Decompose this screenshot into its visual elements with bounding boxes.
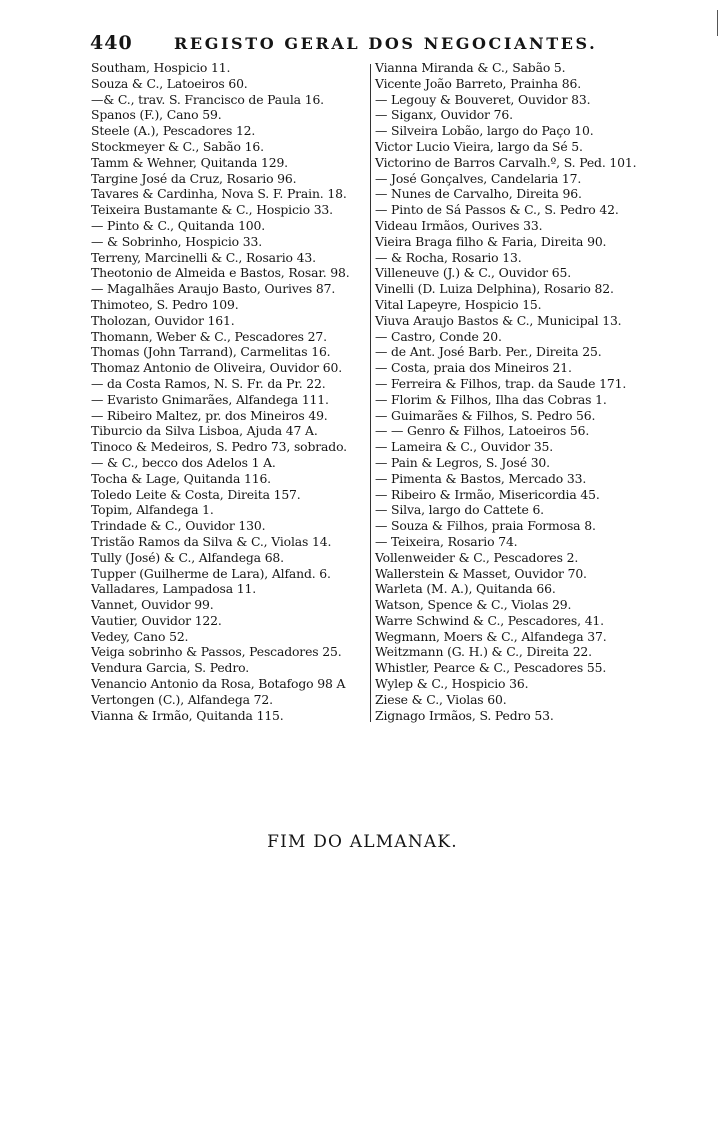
- column-divider: [370, 64, 371, 722]
- directory-entry: Tristão Ramos da Silva & C., Violas 14.: [91, 533, 332, 549]
- directory-entry: Thomas (John Tarrand), Carmelitas 16.: [91, 344, 331, 360]
- directory-entry: — Magalhães Araujo Basto, Ourives 87.: [91, 281, 336, 297]
- directory-entry: Tocha & Lage, Quitanda 116.: [91, 470, 271, 486]
- directory-entry: Wylep & C., Hospicio 36.: [375, 676, 529, 692]
- directory-entry: Topim, Alfandega 1.: [91, 502, 214, 518]
- directory-entry: Thomann, Weber & C., Pescadores 27.: [91, 328, 327, 344]
- directory-entry: Toledo Leite & Costa, Direita 157.: [91, 486, 301, 502]
- directory-entry: Vinelli (D. Luiza Delphina), Rosario 82.: [375, 281, 614, 297]
- directory-entry: — Pimenta & Bastos, Mercado 33.: [375, 470, 587, 486]
- directory-entry: — José Gonçalves, Candelaria 17.: [375, 170, 582, 186]
- page-edge-mark: [717, 10, 718, 36]
- directory-entry: Tully (José) & C., Alfandega 68.: [91, 549, 284, 565]
- directory-entry: Teixeira Bustamante & C., Hospicio 33.: [91, 202, 333, 218]
- directory-entry: Vertongen (C.), Alfandega 72.: [91, 691, 273, 707]
- directory-entry: Vannet, Ouvidor 99.: [91, 597, 214, 613]
- directory-entry: — Pinto de Sá Passos & C., S. Pedro 42.: [375, 202, 619, 218]
- directory-entry: Vital Lapeyre, Hospicio 15.: [375, 296, 542, 312]
- directory-entry: — Evaristo Gnimarães, Alfandega 111.: [91, 391, 329, 407]
- directory-entry: — Pinto & C., Quitanda 100.: [91, 217, 266, 233]
- page-number: 440: [90, 32, 133, 54]
- right-column: [372, 60, 662, 724]
- directory-entry: Souza & C., Latoeiros 60.: [91, 75, 248, 91]
- directory-entry: — & C., becco dos Adelos 1 A.: [91, 454, 276, 470]
- directory-entry: — Pain & Legros, S. José 30.: [375, 454, 550, 470]
- directory-entry: — Ribeiro Maltez, pr. dos Mineiros 49.: [91, 407, 328, 423]
- directory-entry: Vendura Garcia, S. Pedro.: [91, 660, 249, 676]
- directory-entry: — Costa, praia dos Mineiros 21.: [375, 360, 572, 376]
- directory-entry: Venancio Antonio da Rosa, Botafogo 98 A: [91, 676, 346, 692]
- directory-entry: Veiga sobrinho & Passos, Pescadores 25.: [91, 644, 342, 660]
- directory-entry: Wegmann, Moers & C., Alfandega 37.: [375, 628, 607, 644]
- directory-entry: Thimoteo, S. Pedro 109.: [91, 296, 239, 312]
- directory-entry: Vianna Miranda & C., Sabão 5.: [375, 60, 566, 75]
- directory-entry: — Siganx, Ouvidor 76.: [375, 107, 513, 123]
- directory-entry: Vedey, Cano 52.: [91, 628, 189, 644]
- left-column: [91, 60, 370, 724]
- directory-entry: — Legouy & Bouveret, Ouvidor 83.: [375, 91, 591, 107]
- directory-entry: Warleta (M. A.), Quitanda 66.: [375, 581, 556, 597]
- directory-entry: —& C., trav. S. Francisco de Paula 16.: [91, 91, 324, 107]
- directory-entry: Targine José da Cruz, Rosario 96.: [91, 170, 297, 186]
- directory-entry: Southam, Hospicio 11.: [91, 60, 231, 75]
- directory-entry: Steele (A.), Pescadores 12.: [91, 123, 256, 139]
- directory-entry: Watson, Spence & C., Violas 29.: [375, 597, 572, 613]
- directory-entry: — — Genro & Filhos, Latoeiros 56.: [375, 423, 590, 439]
- directory-entry: Vollenweider & C., Pescadores 2.: [375, 549, 579, 565]
- directory-entry: — & Rocha, Rosario 13.: [375, 249, 522, 265]
- directory-entry: Zignago Irmãos, S. Pedro 53.: [375, 707, 554, 723]
- directory-entry: — Ribeiro & Irmão, Misericordia 45.: [375, 486, 600, 502]
- directory-entry: Vianna & Irmão, Quitanda 115.: [91, 707, 284, 723]
- directory-entry: — Castro, Conde 20.: [375, 328, 502, 344]
- directory-entry: — da Costa Ramos, N. S. Fr. da Pr. 22.: [91, 375, 326, 391]
- directory-entry: Tiburcio da Silva Lisboa, Ajuda 47 A.: [91, 423, 318, 439]
- directory-entry: Thomaz Antonio de Oliveira, Ouvidor 60.: [91, 360, 342, 376]
- directory-entry: — Lameira & C., Ouvidor 35.: [375, 439, 554, 455]
- directory-entry: Vautier, Ouvidor 122.: [91, 612, 222, 628]
- directory-entry: Tamm & Wehner, Quitanda 129.: [91, 154, 288, 170]
- directory-entry: Videau Irmãos, Ourives 33.: [375, 217, 543, 233]
- directory-entry: Terreny, Marcinelli & C., Rosario 43.: [91, 249, 316, 265]
- directory-entry: Weitzmann (G. H.) & C., Direita 22.: [375, 644, 592, 660]
- directory-entry: Theotonio de Almeida e Bastos, Rosar. 98.: [91, 265, 350, 281]
- directory-entry: Villeneuve (J.) & C., Ouvidor 65.: [375, 265, 571, 281]
- directory-entry: — & Sobrinho, Hospicio 33.: [91, 233, 262, 249]
- directory-entry: Ziese & C., Violas 60.: [375, 691, 507, 707]
- directory-entry: Viuva Araujo Bastos & C., Municipal 13.: [375, 312, 622, 328]
- directory-entry: — Teixeira, Rosario 74.: [375, 533, 518, 549]
- directory-entry: — Silveira Lobão, largo do Paço 10.: [375, 123, 594, 139]
- directory-entry: Trindade & C., Ouvidor 130.: [91, 518, 266, 534]
- directory-entry: — Ferreira & Filhos, trap. da Saude 171.: [375, 375, 627, 391]
- directory-entry: Spanos (F.), Cano 59.: [91, 107, 222, 123]
- directory-entry: Tinoco & Medeiros, S. Pedro 73, sobrado.: [91, 439, 347, 455]
- directory-entry: Tholozan, Ouvidor 161.: [91, 312, 235, 328]
- directory-entry: Warre Schwind & C., Pescadores, 41.: [375, 612, 604, 628]
- directory-entry: — Florim & Filhos, Ilha das Cobras 1.: [375, 391, 607, 407]
- directory-entry: Wallerstein & Masset, Ouvidor 70.: [375, 565, 587, 581]
- directory-entry: Whistler, Pearce & C., Pescadores 55.: [375, 660, 607, 676]
- directory-entry: — Guimarães & Filhos, S. Pedro 56.: [375, 407, 596, 423]
- directory-entry: Vicente João Barreto, Prainha 86.: [375, 75, 582, 91]
- directory-entry: — de Ant. José Barb. Per., Direita 25.: [375, 344, 602, 360]
- page-header: [90, 32, 598, 58]
- directory-entry: Stockmeyer & C., Sabão 16.: [91, 138, 264, 154]
- directory-entry: Victor Lucio Vieira, largo da Sé 5.: [375, 138, 583, 154]
- directory-entry: — Silva, largo do Cattete 6.: [375, 502, 544, 518]
- end-of-almanac-title: FIM DO ALMANAK.: [267, 832, 458, 852]
- directory-entry: Vieira Braga filho & Faria, Direita 90.: [375, 233, 607, 249]
- directory-entry: Valladares, Lampadosa 11.: [91, 581, 257, 597]
- directory-entry: — Nunes de Carvalho, Direita 96.: [375, 186, 582, 202]
- directory-entry: Tavares & Cardinha, Nova S. F. Prain. 18.: [91, 186, 347, 202]
- directory-entry: Tupper (Guilherme de Lara), Alfand. 6.: [91, 565, 331, 581]
- running-title: REGISTO GERAL DOS NEGOCIANTES.: [174, 34, 598, 53]
- directory-entry: — Souza & Filhos, praia Formosa 8.: [375, 518, 596, 534]
- directory-entry: Victorino de Barros Carvalh.º, S. Ped. 101.: [375, 154, 637, 170]
